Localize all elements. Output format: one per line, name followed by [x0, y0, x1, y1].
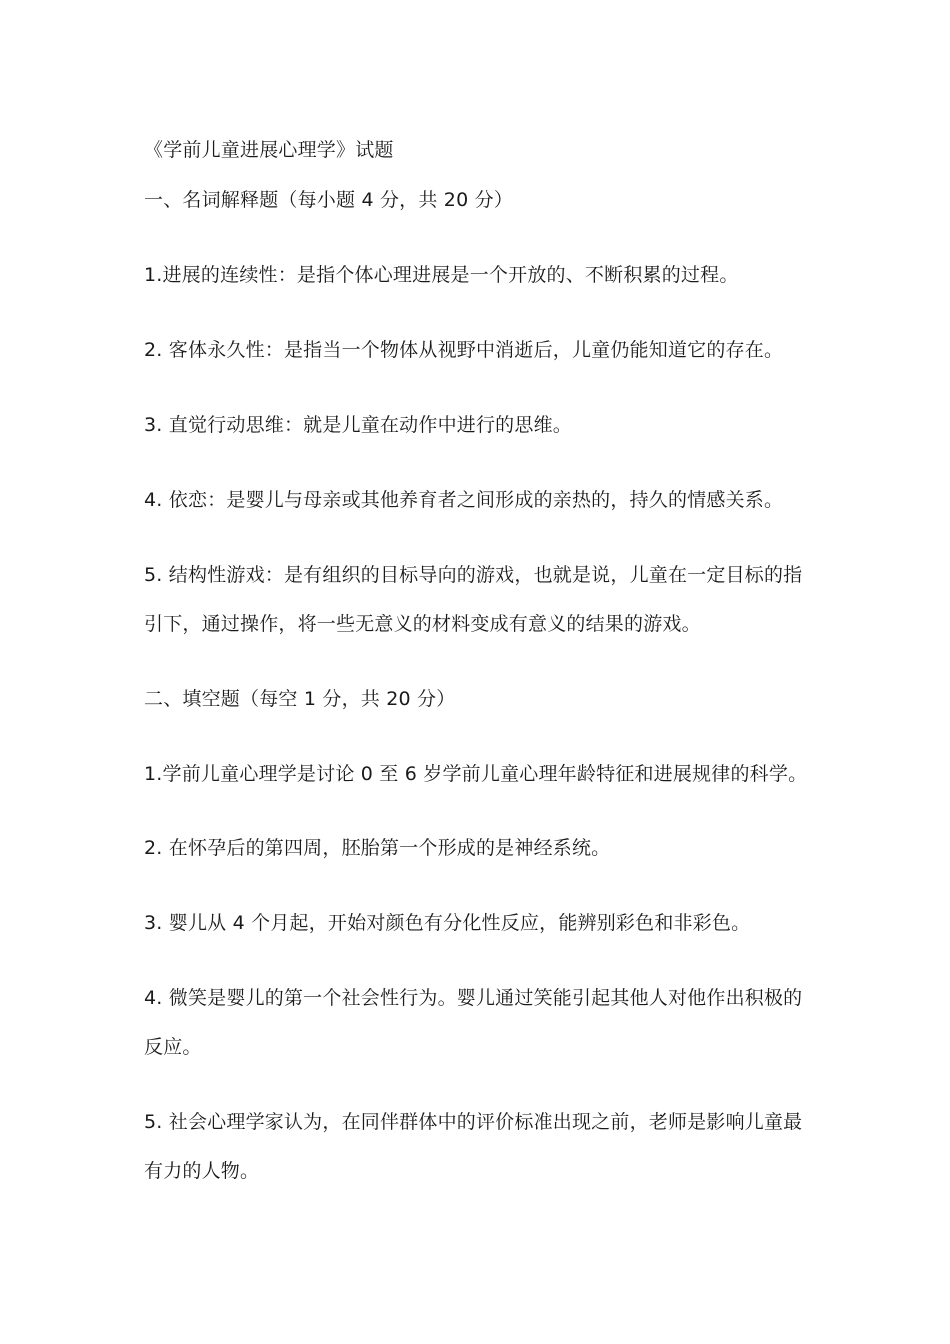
- definition-item-2: 2. 客体永久性：是指当一个物体从视野中消逝后，儿童仍能知道它的存在。: [144, 339, 784, 361]
- definition-item-1: 1.进展的连续性：是指个体心理进展是一个开放的、不断积累的过程。: [144, 264, 739, 286]
- fill-blank-item-4-line-2: 反应。: [144, 1036, 202, 1058]
- document-title: 《学前儿童进展心理学》试题: [144, 139, 394, 161]
- definition-item-5-line-2: 引下，通过操作，将一些无意义的材料变成有意义的结果的游戏。: [144, 613, 701, 635]
- fill-blank-item-5-line-1: 5. 社会心理学家认为，在同伴群体中的评价标准出现之前，老师是影响儿童最: [144, 1111, 803, 1133]
- definition-item-3: 3. 直觉行动思维：就是儿童在动作中进行的思维。: [144, 414, 572, 436]
- fill-blank-item-5-line-2: 有力的人物。: [144, 1160, 260, 1182]
- fill-blank-item-4-line-1: 4. 微笑是婴儿的第一个社会性行为。婴儿通过笑能引起其他人对他作出积极的: [144, 987, 803, 1009]
- definition-item-5-line-1: 5. 结构性游戏：是有组织的目标导向的游戏，也就是说，儿童在一定目标的指: [144, 564, 803, 586]
- fill-blank-item-3: 3. 婴儿从 4 个月起，开始对颜色有分化性反应，能辨别彩色和非彩色。: [144, 912, 751, 934]
- fill-blank-item-1: 1.学前儿童心理学是讨论 0 至 6 岁学前儿童心理年龄特征和进展规律的科学。: [144, 763, 808, 785]
- fill-blank-item-2: 2. 在怀孕后的第四周，胚胎第一个形成的是神经系统。: [144, 837, 611, 859]
- definition-item-4: 4. 依恋：是婴儿与母亲或其他养育者之间形成的亲热的，持久的情感关系。: [144, 489, 784, 511]
- section-1-heading: 一、名词解释题（每小题 4 分，共 20 分）: [144, 189, 514, 211]
- section-2-heading: 二、填空题（每空 1 分，共 20 分）: [144, 688, 456, 710]
